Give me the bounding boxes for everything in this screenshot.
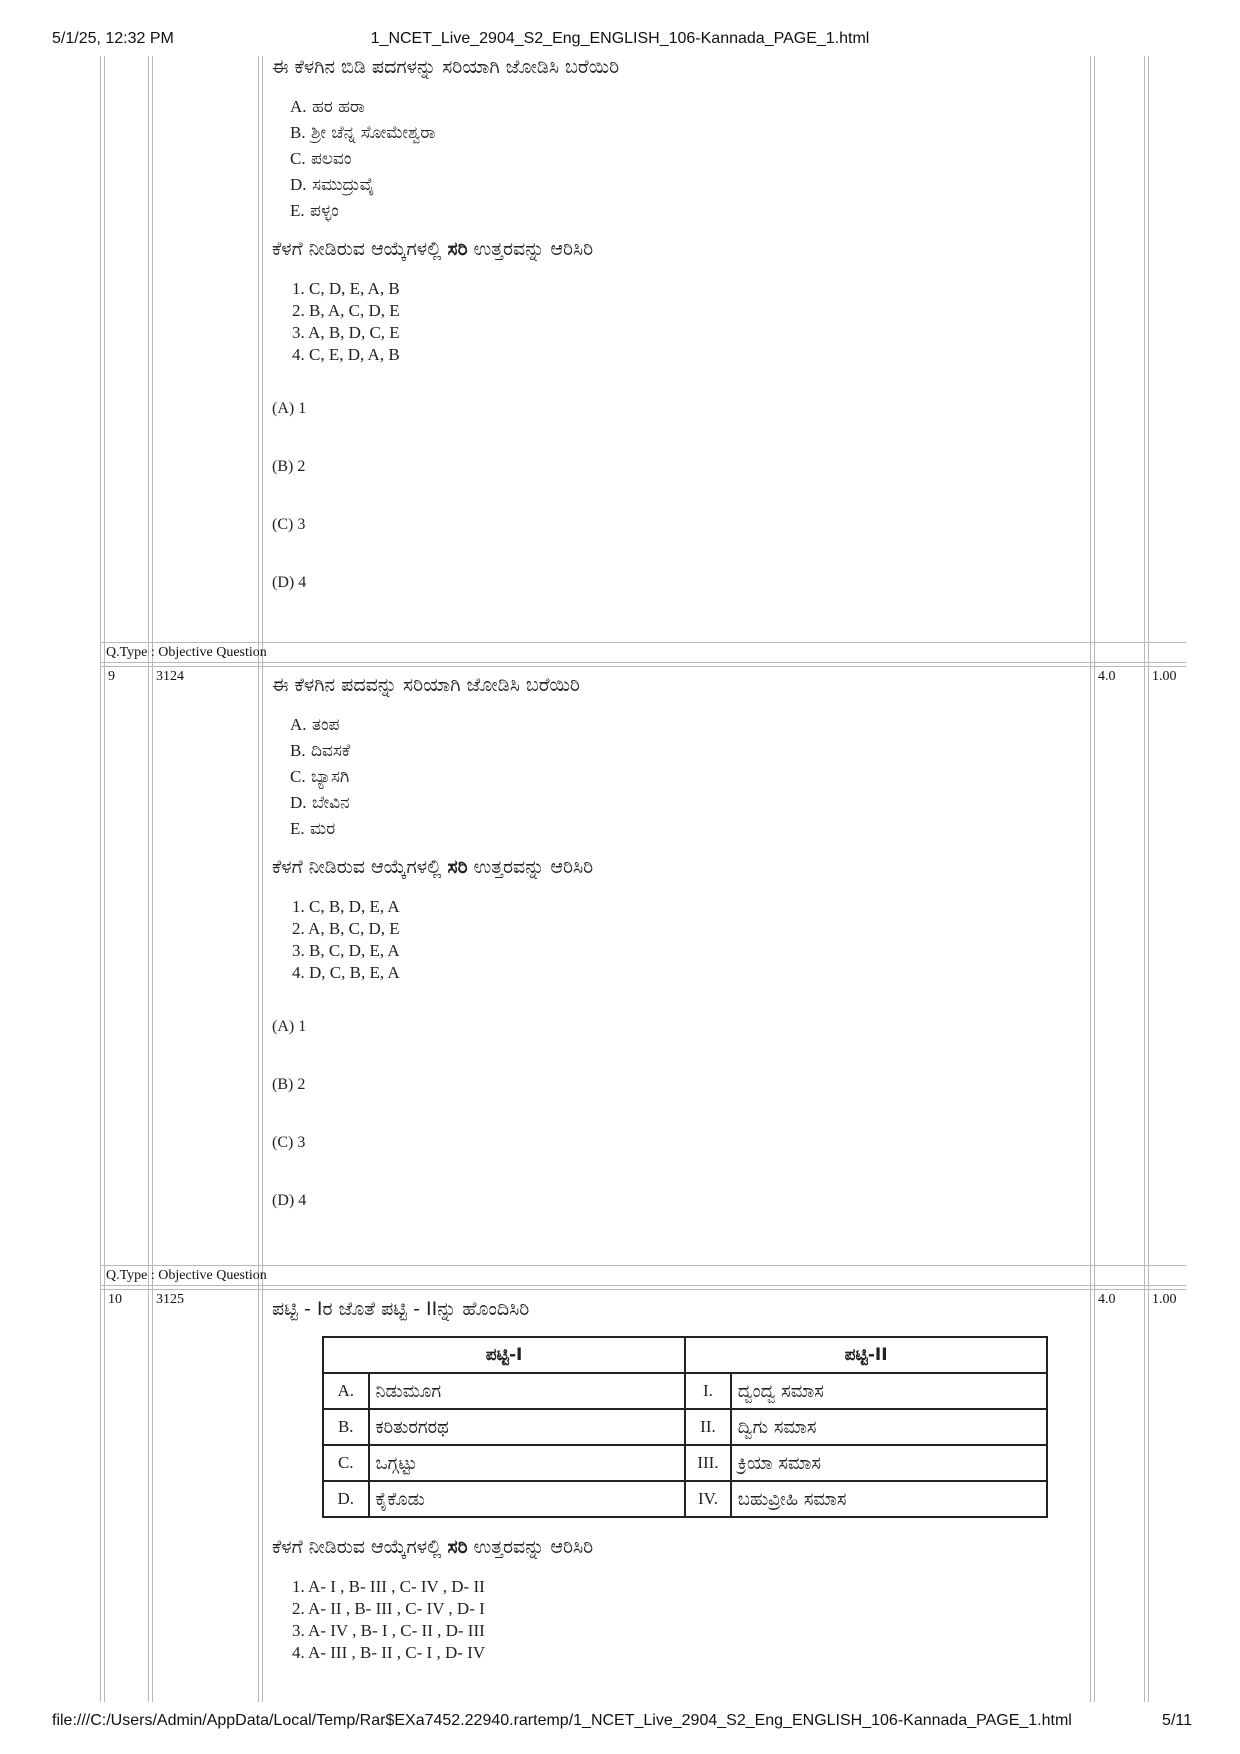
option-b: (B) 2 xyxy=(272,1076,306,1093)
code-item: 3. A- IV , B- I , C- II , D- III xyxy=(292,1621,485,1640)
column-divider xyxy=(152,56,153,1702)
code-item: 4. A- III , B- II , C- I , D- IV xyxy=(292,1643,486,1662)
list-item: C. ಪಲವಂ xyxy=(290,149,352,169)
page-number: 5/11 xyxy=(1162,1712,1192,1729)
list-item: A. ಹರ ಹರಾ xyxy=(290,97,365,117)
negative-marks: 1.00 xyxy=(1152,1292,1177,1307)
instruction: ಕೆಳಗೆ ನೀಡಿರುವ ಆಯ್ಕೆಗಳಲ್ಲಿ ಸರಿ ಉತ್ತರವನ್ನು ಆರಿಸಿರಿ xyxy=(272,1536,594,1558)
question-stem: ಈ ಕೆಳಗಿನ ಬಿಡಿ ಪದಗಳನ್ನು ಸರಿಯಾಗಿ ಜೋಡಿಸಿ ಬರೆಯಿರಿ xyxy=(272,56,620,78)
table-row: B. ಕರಿತುರಗರಥ II. ದ್ವಿಗು ಸಮಾಸ xyxy=(323,1409,1047,1445)
code-item: 2. A- II , B- III , C- IV , D- I xyxy=(292,1599,485,1618)
jumbled-words-list xyxy=(272,94,1072,224)
match-table xyxy=(322,1336,1048,1518)
list-item: E. ಪಳ್ಳಂ xyxy=(290,201,339,221)
column-divider xyxy=(262,56,263,1702)
question-table xyxy=(100,56,1186,1702)
instruction: ಕೆಳಗೆ ನೀಡಿರುವ ಆಯ್ಕೆಗಳಲ್ಲಿ ಸರಿ ಉತ್ತರವನ್ನು ಆರಿಸಿರಿ xyxy=(272,238,594,260)
question-number: 10 xyxy=(108,1292,122,1307)
instruction: ಕೆಳಗೆ ನೀಡಿರುವ ಆಯ್ಕೆಗಳಲ್ಲಿ ಸರಿ ಉತ್ತರವನ್ನು ಆರಿಸಿರಿ xyxy=(272,856,594,878)
question-marks: 4.0 xyxy=(1098,669,1116,684)
list-item: B. ಶ್ರೀ ಚೆನ್ನ ಸೋಮೇಶ್ವರಾ xyxy=(290,123,436,143)
print-page-title: 1_NCET_Live_2904_S2_Eng_ENGLISH_106-Kannada_PAGE_1.html xyxy=(370,30,870,47)
question-8-body xyxy=(272,56,1072,632)
list-1-header: ಪಟ್ಟಿ-I xyxy=(323,1337,685,1373)
table-row: C. ಒಗ್ಗಟ್ಟು III. ಕ್ರಿಯಾ ಸಮಾಸ xyxy=(323,1445,1047,1481)
table-row: D. ಕೈಕೊಡು IV. ಬಹುವ್ರೀಹಿ ಸಮಾಸ xyxy=(323,1481,1047,1517)
question-id: 3124 xyxy=(156,669,184,684)
print-footer xyxy=(0,1712,1240,1734)
code-item: 4. D, C, B, E, A xyxy=(292,963,400,982)
list-item: D. ಬೇವಿನ xyxy=(290,793,350,813)
list-item: A. ತಂಪ xyxy=(290,715,340,735)
row-divider xyxy=(100,1289,1186,1290)
list-item: E. ಮರ xyxy=(290,819,336,839)
option-a: (A) 1 xyxy=(272,400,307,417)
column-divider xyxy=(1144,56,1145,1702)
code-item: 1. C, D, E, A, B xyxy=(292,279,400,298)
answer-codes xyxy=(272,278,1072,366)
question-number: 9 xyxy=(108,669,115,684)
table-border xyxy=(104,56,105,1702)
row-divider xyxy=(100,662,1186,663)
answer-codes xyxy=(272,896,1072,984)
column-divider xyxy=(148,56,149,1702)
code-item: 2. A, B, C, D, E xyxy=(292,919,400,938)
option-c: (C) 3 xyxy=(272,1134,306,1151)
print-file-url: file:///C:/Users/Admin/AppData/Local/Temp/Rar$EXa7452.22940.rartemp/1_NCET_Live_2904_S2_Eng_ENGLISH_106-Kannada_PAGE_1.html xyxy=(52,1712,1072,1729)
table-border xyxy=(100,56,101,1702)
print-header xyxy=(0,30,1240,52)
code-item: 1. C, B, D, E, A xyxy=(292,897,400,916)
column-divider xyxy=(1094,56,1095,1702)
question-stem: ಪಟ್ಟಿ - Iರ ಜೊತೆ ಪಟ್ಟಿ - IIನ್ನು ಹೊಂದಿಸಿರಿ xyxy=(272,1298,530,1320)
option-b: (B) 2 xyxy=(272,458,306,475)
option-d: (D) 4 xyxy=(272,1192,307,1209)
list-2-header: ಪಟ್ಟಿ-II xyxy=(685,1337,1047,1373)
list-item: B. ದಿವಸಕೆ xyxy=(290,741,351,761)
print-datetime: 5/1/25, 12:32 PM xyxy=(52,30,174,47)
option-a: (A) 1 xyxy=(272,1018,307,1035)
code-item: 3. B, C, D, E, A xyxy=(292,941,400,960)
answer-options xyxy=(272,400,1072,632)
code-item: 1. A- I , B- III , C- IV , D- II xyxy=(292,1577,485,1596)
row-divider xyxy=(100,1285,1186,1286)
question-id: 3125 xyxy=(156,1292,184,1307)
jumbled-words-list xyxy=(272,712,1072,842)
column-divider xyxy=(258,56,259,1702)
code-item: 3. A, B, D, C, E xyxy=(292,323,400,342)
question-10-body xyxy=(272,1298,1072,1664)
question-9-body xyxy=(272,674,1072,1250)
row-divider xyxy=(100,642,1186,643)
row-divider xyxy=(100,666,1186,667)
negative-marks: 1.00 xyxy=(1152,669,1177,684)
row-divider xyxy=(100,1265,1186,1266)
code-item: 2. B, A, C, D, E xyxy=(292,301,400,320)
question-type-label: Q.Type : Objective Question xyxy=(106,1268,267,1283)
code-item: 4. C, E, D, A, B xyxy=(292,345,400,364)
option-d: (D) 4 xyxy=(272,574,307,591)
table-row: A. ನಿಡುಮೂಗ I. ದ್ವಂದ್ವ ಸಮಾಸ xyxy=(323,1373,1047,1409)
column-divider xyxy=(1148,56,1149,1702)
option-c: (C) 3 xyxy=(272,516,306,533)
answer-options xyxy=(272,1018,1072,1250)
question-stem: ಈ ಕೆಳಗಿನ ಪದವನ್ನು ಸರಿಯಾಗಿ ಜೋಡಿಸಿ ಬರೆಯಿರಿ xyxy=(272,674,580,696)
question-type-label: Q.Type : Objective Question xyxy=(106,645,267,660)
list-item: D. ಸಮುದ್ರುವೈ xyxy=(290,175,375,195)
answer-codes xyxy=(272,1576,1072,1664)
column-divider xyxy=(1090,56,1091,1702)
list-item: C. ಬ್ಯಾಸಗಿ xyxy=(290,767,350,787)
question-marks: 4.0 xyxy=(1098,1292,1116,1307)
